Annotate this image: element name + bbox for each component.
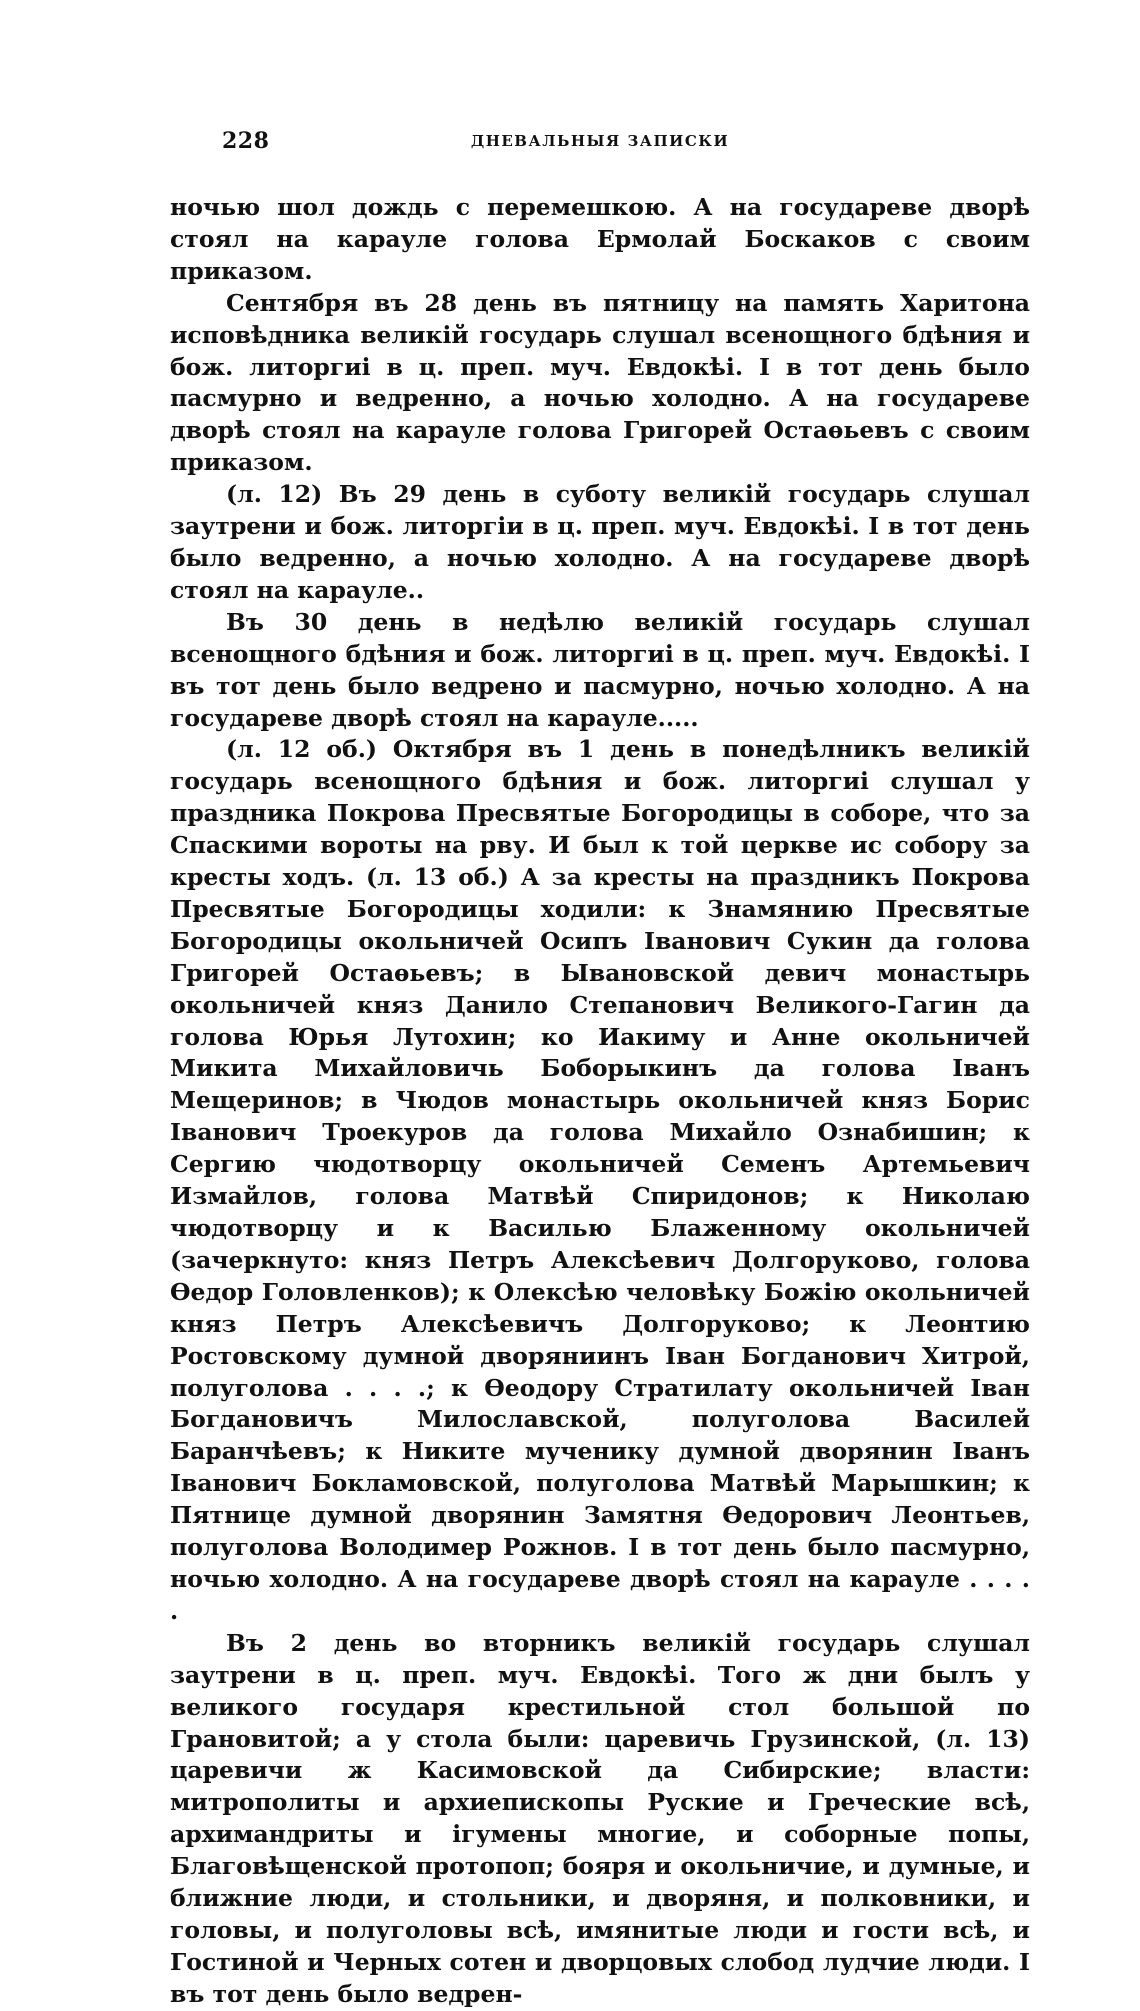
- page-number: 228: [222, 128, 270, 154]
- paragraph: ночью шол дождь с перемешкою. А на государеве дворѣ стоял на карауле голова Ермолай Боскаков с своим приказом.: [170, 193, 1030, 285]
- paragraph: Въ 2 день во вторникъ великій государь слушал заутрени в ц. преп. муч. Евдокѣі. Того ж дни былъ у великого государя крестильной стол большой по Грановитой; а у стола были: царевичь Грузинской, (л. 13) царевичи ж Касимовской да Сибирские; власти: митрополиты и архиепископы Руские и Греческие всѣ, архимандриты и ігумены многие, и соборные попы, Благовѣщенской протопоп; бояря и окольничие, и думные, и ближние люди, и стольники, и дворяня, и полковники, и головы, и полуголовы всѣ, имянитые люди и гости всѣ, и Гостиной и Черных сотен и дворцовых слобод лудчие люди. І въ тот день было ведрен-: [170, 1628, 1030, 2008]
- text-body: [170, 192, 1030, 2011]
- paragraph: (л. 12 об.) Октября въ 1 день в понедѣлникъ великій государь всенощного бдѣния и бож. литоргиі слушал у праздника Покрова Пресвятые Богородицы в соборе, что за Спаскими вороты на рву. И был к той церкве ис собору за кресты ходъ. (л. 13 об.) А за кресты на праздникъ Покрова Пресвятые Богородицы ходили: к Знамянию Пресвятые Богородицы окольничей Осипъ Іванович Сукин да голова Григорей Остаѳьевъ; в Ывановской девич монастырь окольничей княз Данило Степанович Великого-Гагин да голова Юрья Лутохин; ко Иакиму и Анне окольничей Микита Михайловичь Боборыкинъ да голова Іванъ Мещеринов; в Чюдов монастырь окольничей княз Борис Іванович Троекуров да голова Михайло Ознабишин; к Сергию чюдотворцу окольничей Семенъ Артемьевич Измайлов, голова Матвѣй Спиридонов; к Николаю чюдотворцу и к Василью Блаженному окольничей (зачеркнуто: княз Петръ Алексѣевич Долгоруково, голова Ѳедор Головленков); к Олексѣю человѣку Божію окольничей княз Петръ Алексѣевичъ Долгоруково; к Леонтию Ростовскому думной дворяниинъ Іван Богданович Хитрой, полуголова . . . .; к Ѳеодору Стратилату окольничей Іван Богдановичъ Милославской, полуголова Василей Баранчѣевъ; к Никите мученику думной дворянин Іванъ Іванович Бокламовской, полуголова Матвѣй Марышкин; к Пятнице думной дворянин Замятня Ѳедорович Леонтьев, полуголова Володимер Рожнов. І в тот день было пасмурно, ночью холодно. А на государеве дворѣ стоял на карауле . . . . .: [170, 735, 1030, 1625]
- paragraph: (л. 12) Въ 29 день в суботу великій государь слушал заутрени и бож. литоргіи в ц. преп. муч. Евдокѣі. І в тот день было ведренно, а ночью холодно. А на государеве дворѣ стоял на карауле..: [170, 480, 1030, 604]
- paragraph: Сентября въ 28 день въ пятницу на память Харитона исповѣдника великій государь слушал всенощного бдѣния и бож. литоргиі в ц. преп. муч. Евдокѣі. І в тот день было пасмурно и ведренно, а ночью холодно. А на государеве дворѣ стоял на карауле голова Григорей Остаѳьевъ с своим приказом.: [170, 288, 1030, 477]
- running-title: ДНЕВАЛЬНЫЯ ЗАПИСКИ: [470, 132, 730, 150]
- paragraph: Въ 30 день в недѣлю великій государь слушал всенощного бдѣния и бож. литоргиі в ц. преп. муч. Евдокѣі. І въ тот день было ведрено и пасмурно, ночью холодно. А на государеве дворѣ стоял на карауле.....: [170, 607, 1030, 732]
- running-head: [170, 128, 1030, 158]
